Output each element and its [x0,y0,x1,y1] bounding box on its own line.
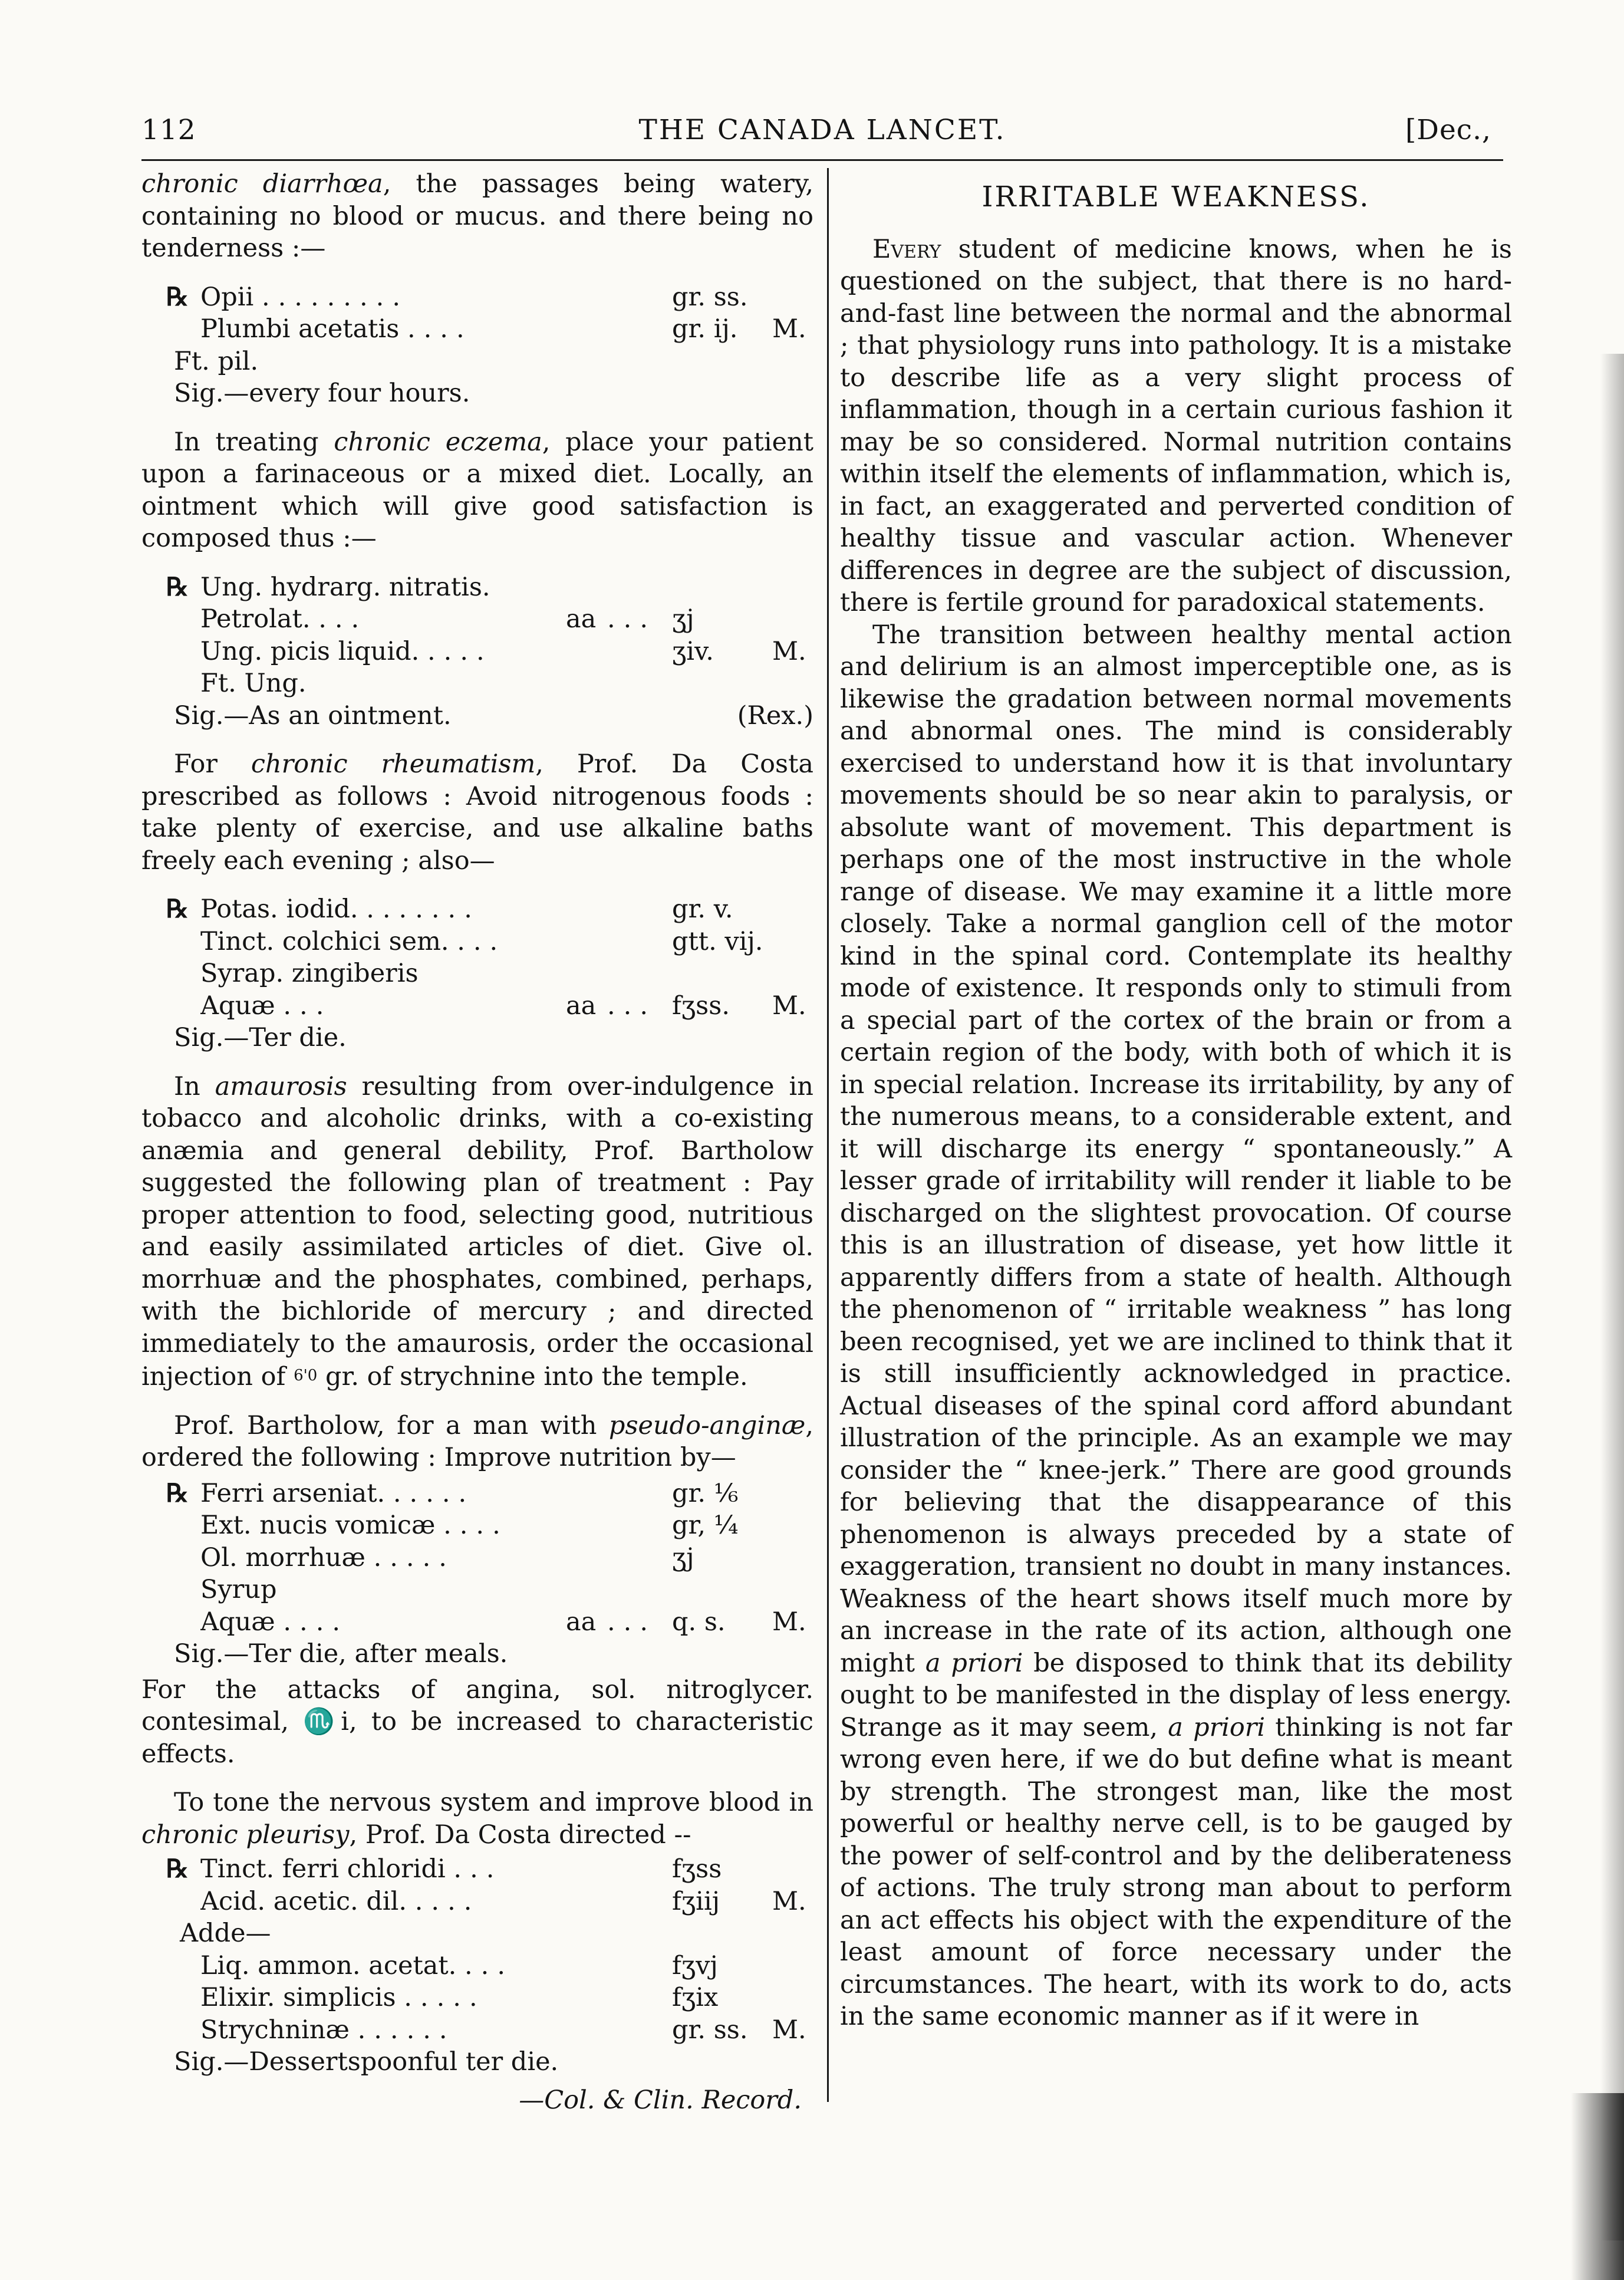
paragraph-transition: The transition between healthy mental action and delirium is an almost imperceptible one, as is likewise the gradation between normal movements and abnormal ones. The mind is considerably exercised to understand how it is that involuntary movements should be so near akin to paralysis, or absolute want of movement. This department is perhaps one of the most instructive in the whole range of disease. We may examine it a little more closely. Take a normal ganglion cell of the motor kind in the spinal cord. Contemplate its healthy mode of existence. It responds only to stimuli from a special part of the cortex of the brain or from a certain region of the body, with both of which it is in special relation. Increase its irritability, by any of the numerous means, to a considerable extent, and it will discharge its energy “ spontaneously.” A lesser grade of irritability will render it liable to be discharged on the slightest provocation. Of course this is an illustration of disease, yet how little it apparently differs from a state of health. Although the phenomenon of “ irritable weakness ” has long been recognised, yet we are inclined to think that it is still insufficiently acknowledged in practice. Actual diseases of the spinal cord afford abundant illustration of the principle. As an example we may consider the “ knee-jerk.” There are good grounds for believing that the disappearance of this phenomenon is always preceded by a state of exaggeration, transient no doubt in many instances. Weakness of the heart shows itself much more by an increase in the rate of its action, although one might a priori be disposed to think that its debility ought to be manifested in the display of less energy. Strange as it may seem, a priori thinking is not far wrong even here, if we do but define what is meant by strength. The strongest man, like the most powerful or healthy nerve cell, is to be gauged by the power of self-control and by the deliberateness of actions. The truly strong man about to perform an act effects his object with the expenditure of the least amount of force necessary under the circumstances. The heart, with its work to do, acts in the same economic manner as if it were in [840,620,1513,2031]
rx-signature: Sig.—every four hours. [174,379,470,408]
column-divider [827,168,829,2102]
rx-line: Aquæ .... aa ... q. s. M. [200,1607,806,1637]
rx-line: Elixir. simplicis ..... fʒix [200,1983,719,2012]
rx-line: Liq. ammon. acetat. ... fʒvj [200,1950,718,1980]
rx-line: ℞ Ferri arseniat. ..... gr. ⅙ [141,1478,813,1510]
rx-line: Ft. Ung. [200,669,307,698]
left-column [141,168,813,2116]
rx-line: Strychninæ ...... gr. ss. M. [200,2015,806,2045]
page-edge-binding [1571,2093,1624,2280]
paragraph-pleurisy: To tone the nervous system and improve blood in chronic pleurisy, Prof. Da Costa directed -- [141,1788,813,1850]
paragraph-eczema: In treating chronic eczema, place your patient upon a farinaceous or a mixed diet. Locally, an ointment which will give good satisfaction is composed thus :— [141,427,813,553]
header-rule [141,159,1503,161]
rx-line: Petrolat. ... aa ... ʒj [200,604,694,634]
page-edge-shadow [1600,354,1624,2240]
recipe-symbol: ℞ [166,1478,189,1508]
rx-line: Acid. acetic. dil. .... fʒiij M. [200,1886,806,1916]
rx-line: Ung. picis liquid. .... ʒiv. M. [200,636,806,666]
rx-line: ℞ Ung. hydrarg. nitratis. [141,571,813,604]
issue-month: [Dec., [1405,114,1491,146]
rx-line: ℞ Potas. iodid. ....... gr. v. [141,893,813,926]
recipe-symbol: ℞ [166,282,189,312]
paragraph-rheumatism: For chronic rheumatism, Prof. Da Costa prescribed as follows : Avoid nitrogenous foods : take plenty of exercise, and use alkaline baths freely each evening ; also— [141,749,813,876]
rx-line: ℞ Tinct. ferri chloridi ... fʒss [141,1853,813,1886]
right-column [840,168,1512,2049]
paragraph-amaurosis: In amaurosis resulting from over-indulgence in tobacco and alcoholic drinks, with a co-existing anæmia and general debility, Prof. Bartholow suggested the following plan of treatment : Pay proper attention to food, selecting good, nutritious and easily assimilated articles of diet. Give ol. morrhuæ and the phosphates, combined, perhaps, with the bichloride of mercury ; and directed immediately to the amaurosis, order the occasional injection of 6'0 gr. of strychnine into the temple. [141,1071,813,1391]
rx-adde: Adde— [180,1919,271,1948]
rx-signature: Sig.—Ter die. [174,1023,347,1052]
source-citation: —Col. & Clin. Record. [519,2085,802,2115]
rx-line: Syrup [200,1575,277,1604]
paragraph-diarrhoea: chronic diarrhœa, the passages being watery, containing no blood or mucus. and there being no tenderness :— [141,169,813,263]
prescription-eczema [141,571,813,732]
rx-line: Syrap. zingiberis [200,959,419,988]
rx-line: Plumbi acetatis .... gr. ij. M. [200,314,806,344]
recipe-symbol: ℞ [166,894,189,924]
rx-line: ℞ Opii ......... gr. ss. [141,281,813,314]
recipe-symbol: ℞ [166,1854,189,1884]
rx-line: Tinct. colchici sem. ... gtt. vij. [200,926,763,956]
rx-line: Ol. morrhuæ ..... ʒj [200,1542,694,1572]
prescription-diarrhoea [141,281,813,410]
rx-form: Ft. pil. [174,346,259,376]
rx-line: Ext. nucis vomicæ .... gr, ¼ [200,1511,739,1540]
recipe-symbol: ℞ [166,572,189,602]
page-number: 112 [141,114,196,146]
journal-title: THE CANADA LANCET. [638,114,1006,146]
rx-line: Aquæ ... aa ... fʒss. M. [200,991,806,1021]
rx-source: (Rex.) [737,700,813,731]
rx-signature: Sig.—Ter die, after meals. [174,1639,508,1669]
paragraph-pseudo-angina: Prof. Bartholow, for a man with pseudo-anginæ, ordered the following : Improve nutrition by— [141,1410,813,1472]
page-header [141,109,1503,156]
paragraph-angina: For the attacks of angina, sol. nitroglycer. contesimal, ♏i, to be increased to characteristic effects. [141,1674,813,1769]
article-title: IRRITABLE WEAKNESS. [981,180,1371,213]
prescription-pleurisy [141,1853,813,2078]
rx-signature: Sig.—Dessertspoonful ter die. [174,2047,559,2077]
paragraph-intro: Every student of medicine knows, when he is questioned on the subject, that there is no hard-and-fast line between the normal and the abnormal ; that physiology runs into pathology. It is a mistake to describe life as a very slight process of inflammation, though in a certain curious fashion it may be so considered. Normal nutrition contains within itself the elements of inflammation, which is, in fact, an exaggerated and perverted condition of healthy tissue and vascular action. Whenever differences in degree are the subject of discussion, there is fertile ground for paradoxical statements. [840,234,1512,617]
rx-signature: Sig.—As an ointment. [174,700,452,731]
prescription-rheumatism [141,893,813,1054]
prescription-pseudo-angina [141,1478,813,1670]
